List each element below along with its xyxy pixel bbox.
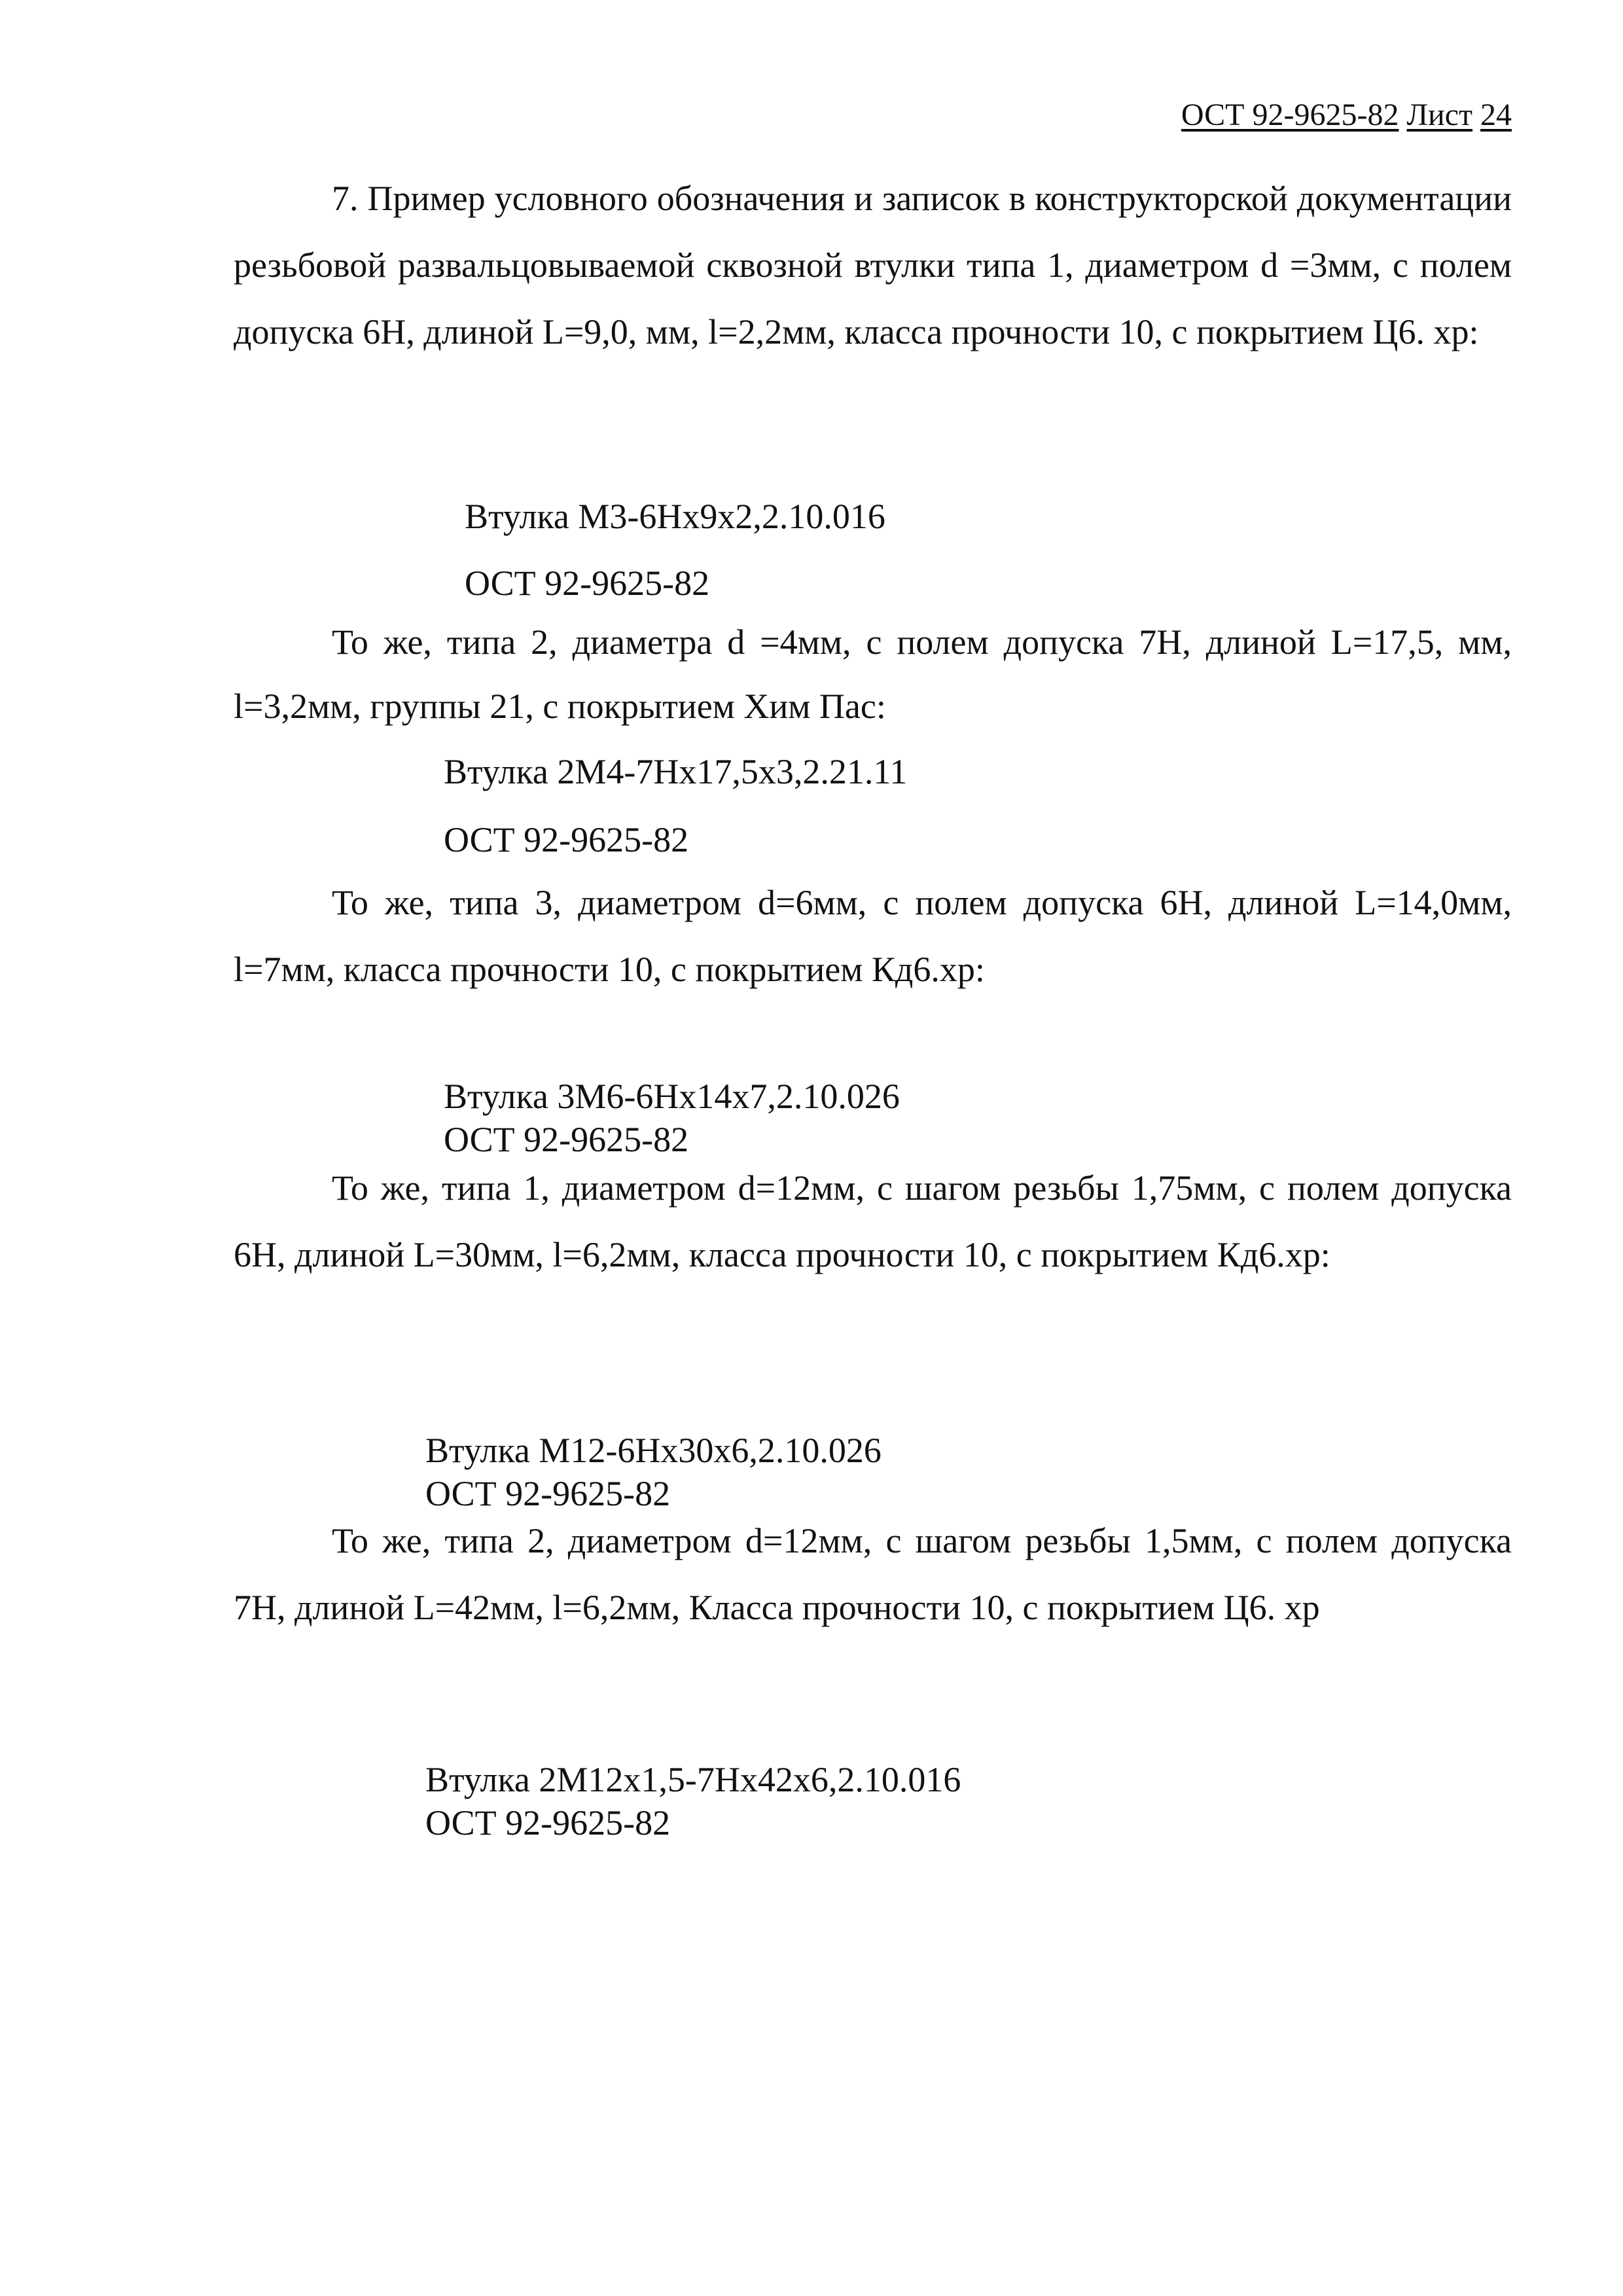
paragraph-3: То же, типа 3, диаметром d=6мм, с полем допуска 6Н, длиной L=14,0мм, l=7мм, класса прочности 10, с покрытием Кд6.хр:	[234, 883, 1512, 989]
sheet-label: Лист	[1406, 98, 1472, 132]
designation-3-name: Втулка 3М6-6Нх14х7,2.10.026	[444, 1077, 900, 1116]
designation-5-name: Втулка 2М12х1,5-7Нх42х6,2.10.016	[425, 1760, 961, 1799]
sheet-number: 24	[1480, 98, 1512, 132]
designation-2-standard: ОСТ 92-9625-82	[444, 820, 689, 859]
designation-4	[425, 1429, 882, 1515]
designation-1	[465, 483, 885, 617]
designation-3	[444, 1075, 900, 1161]
designation-2-name: Втулка 2М4-7Нх17,5х3,2.21.11	[444, 752, 908, 791]
designation-4-name: Втулка М12-6Нх30х6,2.10.026	[425, 1431, 882, 1470]
designation-1-standard: ОСТ 92-9625-82	[465, 564, 710, 603]
paragraph-2: То же, типа 2, диаметра d =4мм, с полем допуска 7Н, длиной L=17,5, мм, l=3,2мм, группы 21, с покрытием Хим Пас:	[234, 622, 1512, 726]
designation-5-standard: ОСТ 92-9625-82	[425, 1803, 671, 1842]
designation-5	[425, 1758, 961, 1844]
page-header	[1113, 96, 1512, 135]
paragraph-1: 7. Пример условного обозначения и записок в конструкторской документации резьбовой развальцовываемой сквозной втулки типа 1, диаметром d =3мм, с полем допуска 6Н, длиной L=9,0, мм, l=2,2мм, класса прочности 10, с покрытием Ц6. хр:	[234, 179, 1512, 351]
designation-1-name: Втулка М3-6Нх9х2,2.10.016	[465, 497, 885, 536]
designation-2	[444, 738, 907, 874]
designation-3-standard: ОСТ 92-9625-82	[444, 1120, 689, 1159]
paragraph-5: То же, типа 2, диаметром d=12мм, с шагом резьбы 1,5мм, с полем допуска 7Н, длиной L=42мм, l=6,2мм, Класса прочности 10, с покрытием Ц6. хр	[234, 1521, 1512, 1627]
designation-4-standard: ОСТ 92-9625-82	[425, 1474, 671, 1513]
doc-code: ОСТ 92-9625-82	[1181, 98, 1399, 132]
paragraph-4: То же, типа 1, диаметром d=12мм, с шагом резьбы 1,75мм, с полем допуска 6Н, длиной L=30мм, l=6,2мм, класса прочности 10, с покрытием Кд6.хр:	[234, 1168, 1512, 1274]
